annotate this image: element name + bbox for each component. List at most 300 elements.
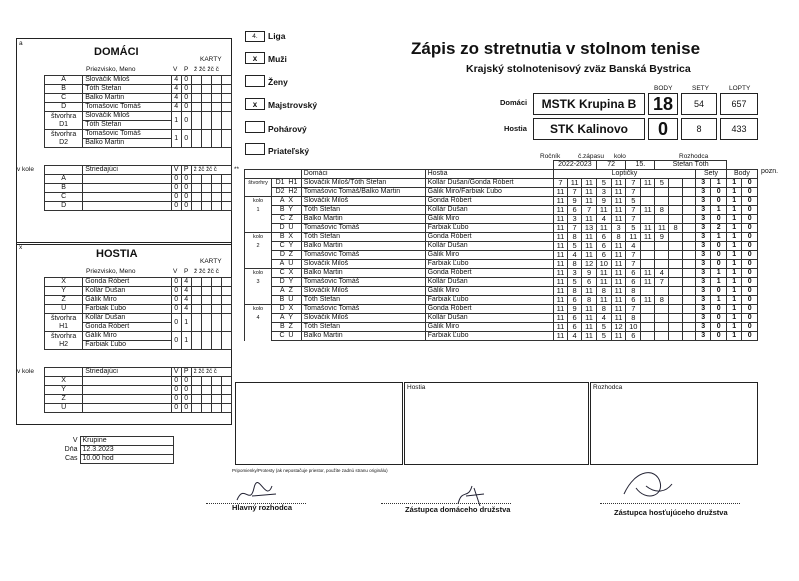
zapis-label: č.zápasu xyxy=(578,153,605,160)
score-cell xyxy=(669,188,682,197)
sub-name xyxy=(83,395,171,404)
home-team-name: MSTK Krupina B xyxy=(533,93,645,115)
score-cell xyxy=(669,305,682,314)
doubles-name-1: Slováčik Miloš xyxy=(83,112,171,121)
score-cell: 11 xyxy=(553,260,567,269)
doubles-name-2: Tóth Štefan xyxy=(83,121,171,130)
score-cell: 11 xyxy=(611,179,626,188)
score-cell xyxy=(669,233,682,242)
match-home-player: Slováčik Miloš/Tóth Štefan xyxy=(301,179,425,188)
player-v: 4 xyxy=(171,94,181,103)
sub-v: 0 xyxy=(171,184,181,193)
score-cell: 5 xyxy=(568,242,582,251)
match-home-player: Balko Martin xyxy=(301,332,425,341)
match-home-player: Tomašovic Tomáš/Balko Martin xyxy=(301,188,425,197)
card-cell xyxy=(221,184,231,193)
player-name: Tóth Štefan xyxy=(83,85,171,94)
score-cell: 4 xyxy=(596,215,611,224)
match-codes xyxy=(272,215,302,224)
away-code: Z xyxy=(288,215,294,222)
match-codes xyxy=(272,278,302,287)
rozhodca-label: Rozhodca xyxy=(679,153,709,160)
away-code: Y xyxy=(288,242,294,249)
score-cell: 3 xyxy=(568,269,582,278)
card-cell xyxy=(201,76,211,85)
away-body: 0 xyxy=(648,118,678,140)
sets-away: 0 xyxy=(711,305,726,314)
doubles-p: 0 xyxy=(181,130,191,148)
score-cell: 11 xyxy=(553,242,567,251)
table-row xyxy=(245,314,758,323)
card-cell xyxy=(201,395,211,404)
points-away: 0 xyxy=(742,314,758,323)
card-cell xyxy=(191,305,201,314)
sig-referee-label: Hlavný rozhodca xyxy=(232,503,293,512)
table-row xyxy=(45,395,232,404)
player-name: Gálik Miro xyxy=(83,296,171,305)
score-cell xyxy=(669,242,682,251)
card-cell xyxy=(221,175,231,184)
score-cell: 11 xyxy=(582,242,597,251)
sub-code: C xyxy=(45,193,83,202)
match-group: 1 xyxy=(245,206,272,215)
home-code: D xyxy=(279,305,285,312)
card-cell xyxy=(221,332,231,350)
score-cell: 7 xyxy=(626,251,641,260)
doubles-v: 1 xyxy=(171,112,181,130)
score-cell xyxy=(655,242,669,251)
points-home: 1 xyxy=(726,197,741,206)
score-cell: 11 xyxy=(553,233,567,242)
points-home: 1 xyxy=(726,296,741,305)
score-cell xyxy=(655,314,669,323)
score-cell xyxy=(669,278,682,287)
match-away-player: Farbiak Ľubo xyxy=(425,296,553,305)
sub-code: X xyxy=(45,377,83,386)
away-code: Y xyxy=(288,278,294,285)
table-row xyxy=(45,296,232,305)
points-home: 1 xyxy=(726,224,741,233)
points-away: 0 xyxy=(742,332,758,341)
sub-v: 0 xyxy=(171,193,181,202)
score-cell xyxy=(682,224,695,233)
score-cell xyxy=(682,188,695,197)
doubles-code xyxy=(45,332,83,350)
sub-name xyxy=(83,193,171,202)
score-cell: 10 xyxy=(596,260,611,269)
home-code: A xyxy=(280,287,285,294)
kolo-label: kolo xyxy=(614,153,626,160)
points-away: 0 xyxy=(742,278,758,287)
match-away-player: Gálik Miro xyxy=(425,287,553,296)
table-row xyxy=(245,197,758,206)
match-group xyxy=(245,224,272,233)
score-cell xyxy=(655,323,669,332)
rocnik-label: Ročník xyxy=(540,153,561,160)
player-code: A xyxy=(45,76,83,85)
away-code: X xyxy=(288,305,294,312)
score-cell: 6 xyxy=(596,251,611,260)
venue-value: Krupine xyxy=(80,437,174,446)
score-cell xyxy=(682,323,695,332)
card-cell xyxy=(211,193,221,202)
score-cell: 11 xyxy=(596,269,611,278)
score-cell: 12 xyxy=(582,260,597,269)
sub-v: 0 xyxy=(171,395,181,404)
away-notes-box xyxy=(404,382,589,465)
score-cell: 11 xyxy=(553,251,567,260)
score-cell: 11 xyxy=(553,323,567,332)
points-away: 0 xyxy=(742,305,758,314)
player-code: U xyxy=(45,305,83,314)
table-row xyxy=(245,269,758,278)
sets-away: 0 xyxy=(711,260,726,269)
subs-header: Striedajúci xyxy=(83,166,171,175)
pozn-label: pozn. xyxy=(761,168,779,175)
score-cell: 11 xyxy=(611,260,626,269)
player-v: 0 xyxy=(171,296,181,305)
score-cell: 11 xyxy=(553,224,567,233)
table-row xyxy=(245,305,758,314)
card-cell xyxy=(191,296,201,305)
doubles-label: štvorhra xyxy=(50,112,77,120)
card-cell xyxy=(201,314,211,332)
score-cell: 8 xyxy=(568,287,582,296)
match-home-player: Slováčik Miloš xyxy=(301,314,425,323)
score-cell: 5 xyxy=(568,278,582,287)
match-home-player: Balko Martin xyxy=(301,215,425,224)
player-v: 0 xyxy=(171,278,181,287)
sets-home: 3 xyxy=(695,332,710,341)
card-cell xyxy=(221,377,231,386)
card-cell xyxy=(211,386,221,395)
score-cell: 6 xyxy=(582,278,597,287)
table-row xyxy=(245,224,758,233)
table-row xyxy=(45,287,232,296)
home-code: C xyxy=(279,242,285,249)
muzi-label: Muži xyxy=(268,54,287,64)
subs-blank xyxy=(45,166,83,175)
score-cell xyxy=(669,206,682,215)
table-row xyxy=(45,368,232,377)
home-code: B xyxy=(279,233,285,240)
sets-away: 2 xyxy=(711,224,726,233)
sets-home: 3 xyxy=(695,251,710,260)
subs-p-header: P xyxy=(181,166,191,175)
score-cell: 11 xyxy=(611,251,626,260)
score-cell: 11 xyxy=(582,233,597,242)
doubles-p: 1 xyxy=(181,314,191,332)
match-home-player: Tomašovic Tomáš xyxy=(301,251,425,260)
table-row xyxy=(45,202,232,211)
doubles-id: H2 xyxy=(59,340,69,348)
card-cell xyxy=(211,332,221,350)
score-cell: 3 xyxy=(568,215,582,224)
score-cell xyxy=(682,179,695,188)
match-group: kolo xyxy=(245,305,272,314)
doubles-name-1: Kollár Dušan xyxy=(83,314,171,323)
score-cell xyxy=(655,332,669,341)
table-row xyxy=(45,85,232,94)
away-code: U xyxy=(288,260,294,267)
body-column-header: Body xyxy=(726,170,757,179)
score-cell xyxy=(641,251,655,260)
score-cell: 11 xyxy=(582,179,597,188)
score-cell: 6 xyxy=(626,269,641,278)
table-row xyxy=(245,161,758,170)
card-cell xyxy=(201,130,211,148)
sets-home: 3 xyxy=(695,305,710,314)
player-code: B xyxy=(45,85,83,94)
score-cell: 11 xyxy=(582,251,597,260)
score-cell xyxy=(641,260,655,269)
score-cell: 4 xyxy=(568,251,582,260)
subs-cards-header: ž žč žč č xyxy=(191,166,231,175)
score-cell xyxy=(669,332,682,341)
sets-home: 3 xyxy=(695,323,710,332)
card-cell xyxy=(211,278,221,287)
score-cell: 9 xyxy=(596,197,611,206)
score-cell: 11 xyxy=(611,215,626,224)
player-p: 4 xyxy=(181,305,191,314)
player-p: 0 xyxy=(181,85,191,94)
cell xyxy=(425,161,553,170)
home-code: A xyxy=(279,260,285,267)
card-cell xyxy=(201,332,211,350)
card-cell xyxy=(211,395,221,404)
card-cell xyxy=(211,94,221,103)
home-code: B xyxy=(279,296,285,303)
player-p: 0 xyxy=(181,76,191,85)
away-sety: 8 xyxy=(681,118,717,140)
rozhodca-value: Štefan Tóth xyxy=(655,161,727,170)
score-cell: 6 xyxy=(568,206,582,215)
card-cell xyxy=(201,202,211,211)
score-cell: 6 xyxy=(626,296,641,305)
match-group: kolo xyxy=(245,269,272,278)
score-cell: 11 xyxy=(611,332,626,341)
sub-p: 0 xyxy=(181,202,191,211)
zapis-value: 72 xyxy=(596,161,626,170)
domaci-label: Domáci xyxy=(500,98,528,107)
score-cell: 8 xyxy=(611,233,626,242)
score-cell: 11 xyxy=(596,278,611,287)
subs-v-header: V xyxy=(171,368,181,377)
sets-away: 0 xyxy=(711,323,726,332)
points-away: 0 xyxy=(742,188,758,197)
sets-away: 1 xyxy=(711,269,726,278)
away-code: H2 xyxy=(288,188,298,195)
match-codes xyxy=(272,305,302,314)
match-home-player: Tomašovic Tomáš xyxy=(301,224,425,233)
table-row xyxy=(245,170,758,179)
home-title: DOMÁCI xyxy=(94,46,139,58)
away-title: HOSTIA xyxy=(96,248,138,260)
doubles-label: štvorhra xyxy=(50,314,77,322)
home-dots: ** xyxy=(234,166,240,173)
score-cell: 11 xyxy=(611,278,626,287)
sets-home: 3 xyxy=(695,260,710,269)
sets-home: 3 xyxy=(695,197,710,206)
score-cell: 11 xyxy=(553,197,567,206)
card-cell xyxy=(191,76,201,85)
blank xyxy=(245,170,302,179)
score-cell xyxy=(655,197,669,206)
home-code: D1 xyxy=(275,179,285,186)
zeny-label: Ženy xyxy=(268,77,288,87)
away-col-name: Priezvisko, Meno xyxy=(86,268,136,275)
points-home: 1 xyxy=(726,215,741,224)
score-cell: 11 xyxy=(641,179,655,188)
card-cell xyxy=(221,314,231,332)
muzi-checkbox: x xyxy=(245,52,265,64)
match-codes xyxy=(272,224,302,233)
away-code: H1 xyxy=(288,179,298,186)
home-code: B xyxy=(279,206,285,213)
score-cell xyxy=(682,251,695,260)
home-code: D2 xyxy=(275,188,285,195)
majstrovsky-label: Majstrovský xyxy=(268,100,318,110)
score-cell xyxy=(669,215,682,224)
sub-p: 0 xyxy=(181,193,191,202)
doubles-code xyxy=(45,130,83,148)
pohar-label: Pohárový xyxy=(268,124,307,134)
score-cell: 6 xyxy=(626,278,641,287)
score-cell: 11 xyxy=(582,323,597,332)
table-row xyxy=(245,296,758,305)
sub-code: Z xyxy=(45,395,83,404)
sets-away: 0 xyxy=(711,287,726,296)
score-cell: 7 xyxy=(626,260,641,269)
sub-v: 0 xyxy=(171,404,181,413)
match-group: 3 xyxy=(245,278,272,287)
away-v-kole: v kole xyxy=(17,368,34,375)
match-codes xyxy=(272,188,302,197)
score-cell xyxy=(682,278,695,287)
score-cell: 11 xyxy=(568,179,582,188)
card-cell xyxy=(191,377,201,386)
card-cell xyxy=(211,202,221,211)
card-cell xyxy=(211,85,221,94)
home-code: C xyxy=(279,269,285,276)
card-cell xyxy=(211,76,221,85)
away-subs-table xyxy=(44,367,232,413)
table-row xyxy=(245,260,758,269)
match-home-player: Slováčik Miloš xyxy=(301,260,425,269)
match-codes xyxy=(272,179,302,188)
points-away: 0 xyxy=(742,206,758,215)
score-cell xyxy=(655,188,669,197)
card-cell xyxy=(211,184,221,193)
sets-home: 3 xyxy=(695,242,710,251)
sub-p: 0 xyxy=(181,377,191,386)
score-cell: 9 xyxy=(582,269,597,278)
match-away-player: Gálik Miro xyxy=(425,215,553,224)
doubles-name-1: Tomašovic Tomáš xyxy=(83,130,171,139)
doubles-name-2: Balko Martin xyxy=(83,139,171,148)
home-code: D xyxy=(279,224,285,231)
doubles-code xyxy=(45,314,83,332)
score-cell: 8 xyxy=(626,287,641,296)
card-cell xyxy=(201,287,211,296)
sets-away: 1 xyxy=(711,206,726,215)
card-cell xyxy=(221,395,231,404)
player-v: 4 xyxy=(171,85,181,94)
card-cell xyxy=(221,305,231,314)
card-cell xyxy=(201,112,211,130)
score-cell xyxy=(641,332,655,341)
card-cell xyxy=(191,112,201,130)
liga-label: Liga xyxy=(268,31,286,41)
home-col-name: Priezvisko, Meno xyxy=(86,66,136,73)
table-row xyxy=(45,76,232,85)
score-cell: 11 xyxy=(582,197,597,206)
away-code: U xyxy=(288,332,294,339)
home-lopty: 657 xyxy=(720,93,758,115)
score-cell xyxy=(682,314,695,323)
score-cell: 11 xyxy=(596,206,611,215)
score-cell: 6 xyxy=(626,332,641,341)
score-cell: 3 xyxy=(596,188,611,197)
score-cell: 11 xyxy=(582,188,597,197)
doubles-name-1: Gálik Miro xyxy=(83,332,171,341)
card-cell xyxy=(201,305,211,314)
points-away: 0 xyxy=(742,242,758,251)
score-cell xyxy=(641,188,655,197)
score-cell: 11 xyxy=(553,269,567,278)
score-cell xyxy=(641,287,655,296)
score-cell: 11 xyxy=(582,314,597,323)
score-cell: 8 xyxy=(626,314,641,323)
sub-name xyxy=(83,404,171,413)
sub-code: Y xyxy=(45,386,83,395)
match-home-player: Tomašovic Tomáš xyxy=(301,305,425,314)
sets-home: 3 xyxy=(695,215,710,224)
score-cell: 11 xyxy=(596,296,611,305)
match-codes xyxy=(272,251,302,260)
card-cell xyxy=(221,85,231,94)
referee-notes-box xyxy=(590,382,758,465)
sets-away: 1 xyxy=(711,278,726,287)
score-cell: 7 xyxy=(626,188,641,197)
card-cell xyxy=(211,112,221,130)
card-cell xyxy=(221,202,231,211)
sub-name xyxy=(83,386,171,395)
match-group: kolo xyxy=(245,233,272,242)
liga-number-box: 4. xyxy=(245,31,265,42)
match-home-player: Tóth Štefan xyxy=(301,206,425,215)
away-lopty: 433 xyxy=(720,118,758,140)
sets-home: 3 xyxy=(695,278,710,287)
score-cell xyxy=(682,260,695,269)
match-away-player: Kollár Dušan xyxy=(425,206,553,215)
score-cell: 13 xyxy=(582,224,597,233)
player-v: 0 xyxy=(171,287,181,296)
date-value: 12.3.2023 xyxy=(80,446,174,455)
sets-home: 3 xyxy=(695,287,710,296)
match-group: kolo xyxy=(245,197,272,206)
player-code: Z xyxy=(45,296,83,305)
cell xyxy=(272,161,302,170)
points-home: 1 xyxy=(726,251,741,260)
points-home: 1 xyxy=(726,323,741,332)
match-group xyxy=(245,332,272,341)
score-cell: 11 xyxy=(626,233,641,242)
score-cell: 11 xyxy=(553,314,567,323)
away-notes-label: Hostia xyxy=(407,384,426,391)
table-row xyxy=(245,206,758,215)
sub-v: 0 xyxy=(171,377,181,386)
